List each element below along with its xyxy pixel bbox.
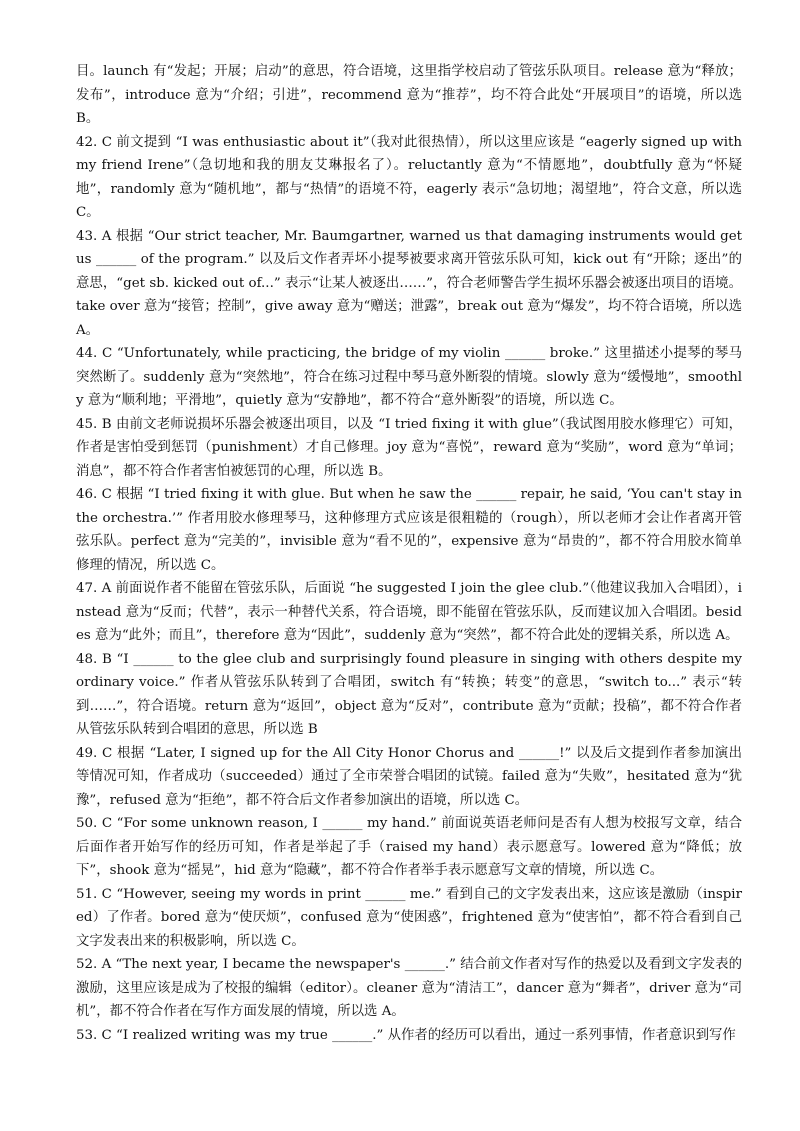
answer-46: 46. C 根据 “I tried fixing it with glue. But when he saw the ______ repair, he said, ‘You can't stay in the orchestra.’” 作者用胶水修理琴马，这种修理方式应该是很粗糙的（rough），所以老师才会让作者离开管弦乐队。perfect 意为“完美的”，invisible 意为“看不见的”，expensive 意为“昂贵的”，都不符合用胶水简单修理的情况，所以选 C。	[76, 487, 742, 573]
answer-45: 45. B 由前文老师说损坏乐器会被逐出项目，以及 “I tried fixing it with glue”（我试图用胶水修理它）可知，作者是害怕受到惩罚（punishment）才自己修理。joy 意为“喜悦”，reward 意为“奖励”，word 意为“单词；消息”，都不符合作者害怕被惩罚的心理，所以选 B。	[76, 416, 742, 479]
answer-50: 50. C “For some unknown reason, I ______ my hand.” 前面说英语老师问是否有人想为校报写文章，结合后面作者开始写作的经历可知，作者是举起了手（raised my hand）表示愿意写。lowered 意为“降低；放下”，shook 意为“摇晃”，hid 意为“隐藏”，都不符合作者举手表示愿意写文章的情境，所以选 C。	[76, 816, 742, 878]
answer-51: 51. C “However, seeing my words in print ______ me.” 看到自己的文字发表出来，这应该是激励（inspired）了作者。bored 意为“使厌烦”，confused 意为“使困惑”，frightened 意为“使害怕”，都不符合看到自己文字发表出来的积极影响，所以选 C。	[76, 886, 742, 949]
answer-44: 44. C “Unfortunately, while practicing, the bridge of my violin ______ broke.” 这里描述小提琴的琴马突然断了。suddenly 意为“突然地”，符合在练习过程中琴马意外断裂的情境。slowly 意为“缓慢地”，smoothly 意为“顺利地；平滑地”，quietly 意为“安静地”，都不符合“意外断裂”的语境，所以选 C。	[76, 346, 742, 408]
answer-43: 43. A 根据 “Our strict teacher, Mr. Baumgartner, warned us that damaging instruments would get us ______ of the program.” 以及后文作者弄坏小提琴被要求离开管弦乐队可知，kick out 有“开除；逐出”的意思，“get sb. kicked out of...” 表示“让某人被逐出……”，符合老师警告学生损坏乐器会被逐出项目的语境。take over 意为“接管；控制”，give away 意为“赠送；泄露”，break out 意为“爆发”，均不符合语境，所以选 A。	[76, 228, 742, 338]
answer-52: 52. A “The next year, I became the newspaper's ______.” 结合前文作者对写作的热爱以及看到文字发表的激励，这里应该是成为了校报的编辑（editor）。cleaner 意为“清洁工”，dancer 意为“舞者”，driver 意为“司机”，都不符合作者在写作方面发展的情境，所以选 A。	[76, 957, 742, 1019]
answer-47: 47. A 前面说作者不能留在管弦乐队，后面说 “he suggested I join the glee club.”（他建议我加入合唱团），instead 意为“反而；代替”，表示一种替代关系，符合语境，即不能留在管弦乐队，反而建议加入合唱团。besides 意为“此外；而且”，therefore 意为“因此”，suddenly 意为“突然”，都不符合此处的逻辑关系，所以选 A。	[76, 581, 742, 643]
answer-49: 49. C 根据 “Later, I signed up for the All City Honor Chorus and ______!” 以及后文提到作者参加演出等情况可知，作者成功（succeeded）通过了全市荣誉合唱团的试镜。failed 意为“失败”，hesitated 意为“犹豫”，refused 意为“拒绝”，都不符合后文作者参加演出的语境，所以选 C。	[76, 745, 742, 808]
answer-53: 53. C “I realized writing was my true ______.” 从作者的经历可以看出，通过一系列事情，作者意识到写作	[76, 1027, 736, 1043]
intro-paragraph: 目。launch 有“发起；开展；启动”的意思，符合语境，这里指学校启动了管弦乐队项目。release 意为“释放；发布”，introduce 意为“介绍；引进”，recommend 意为“推荐”，均不符合此处“开展项目”的语境，所以选 B。	[76, 64, 742, 126]
answer-42: 42. C 前文提到 “I was enthusiastic about it”（我对此很热情），所以这里应该是 “eagerly signed up with my friend Irene”（急切地和我的朋友艾琳报名了）。reluctantly 意为“不情愿地”，doubtfully 意为“怀疑地”，randomly 意为“随机地”，都与“热情”的语境不符，eagerly 表示“急切地；渴望地”，符合文意，所以选 C。	[76, 134, 742, 220]
answer-48: 48. B “I ______ to the glee club and surprisingly found pleasure in singing with others despite my ordinary voice.” 作者从管弦乐队转到了合唱团，switch 有“转换；转变”的意思，“switch to...” 表示“转到……”，符合语境。return 意为“返回”，object 意为“反对”，contribute 意为“贡献；投稿”，都不符合作者从管弦乐队转到合唱团的意思，所以选 B	[76, 651, 742, 737]
